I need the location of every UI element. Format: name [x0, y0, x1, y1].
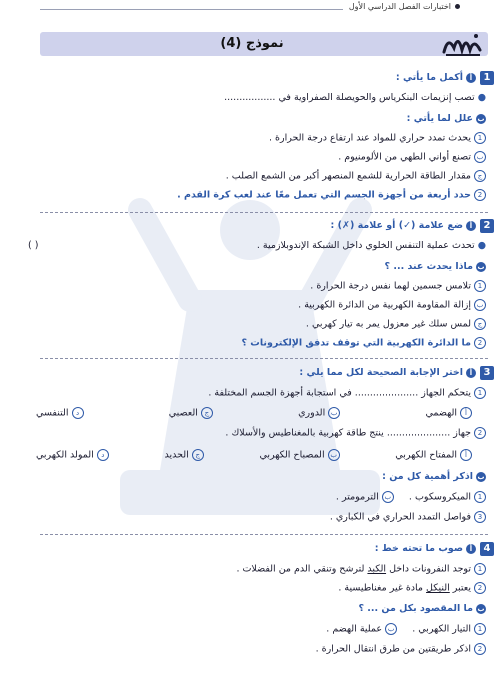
question-3: [16, 365, 494, 530]
question-text: فواصل التمدد الحراري في الكباري .: [329, 511, 471, 523]
part-label: اختر الإجابة الصحيحة لكل مما يلي :: [299, 367, 463, 378]
part-badge: أ: [466, 73, 476, 83]
q1-part-a-label: [16, 72, 476, 84]
option[interactable]: [298, 407, 340, 420]
q2-b-item-3: [16, 318, 486, 331]
item-mark: ب: [382, 491, 394, 503]
item-mark: ب: [385, 623, 397, 635]
option-mark: ب: [328, 407, 340, 419]
part-badge: ب: [477, 262, 485, 271]
section-divider: [40, 358, 488, 359]
q3-item-2-options: [36, 449, 472, 462]
part-badge: ب: [477, 114, 485, 123]
underlined-word: النيكل: [426, 582, 450, 594]
part-badge: أ: [466, 368, 476, 378]
option-text: المولد الكهربي: [36, 449, 94, 461]
question-text: لمس سلك غير معزول يمر به تيار كهربي .: [305, 318, 471, 330]
question-text: تحدث عملية التنفس الخلوي داخل الشبكة الإندوبلازمية .: [256, 240, 475, 251]
q4-b-items: [16, 623, 486, 636]
question-text: تصب إنزيمات البنكرياس والحويصلة الصفراوية في .................: [224, 92, 475, 103]
section-divider: [40, 212, 488, 213]
option[interactable]: [259, 449, 339, 462]
part-label: ضع علامة (✓) أو علامة (✗) :: [330, 220, 463, 231]
item-mark: ج: [474, 170, 486, 182]
q1-b-item-3: [16, 170, 486, 183]
question-number: 1: [480, 71, 494, 85]
item-mark: 1: [474, 132, 486, 144]
question-2: [16, 218, 494, 354]
section-divider: [40, 534, 488, 535]
option[interactable]: [164, 449, 203, 462]
item-mark: ب: [474, 299, 486, 311]
item-mark: ب: [474, 151, 486, 163]
header-title: اختبارات الفصل الدراسي الأول: [348, 2, 451, 11]
part-label: ما المقصود بكل من ... ؟: [358, 603, 473, 614]
option-text: الهضمي: [425, 407, 457, 419]
part-label: ماذا يحدث عند ... ؟: [384, 261, 473, 272]
question-text: توجد النفرونات داخل: [386, 563, 471, 575]
publisher-logo-icon: [440, 28, 486, 60]
question-text: الميكروسكوب .: [408, 491, 471, 503]
option-mark: ج: [201, 407, 213, 419]
q2-part-a-label: [16, 220, 476, 232]
question-text: تلامس جسمين لهما نفس درجة الحرارة .: [310, 280, 471, 292]
item-mark: 1: [474, 280, 486, 292]
option[interactable]: [169, 407, 213, 420]
q3-item-1-options: [36, 407, 472, 420]
item-mark: 1: [474, 387, 486, 399]
part-badge: ب: [477, 472, 485, 481]
q3-item-1: [16, 387, 486, 400]
question-text: جهاز ..................... ينتج طاقة كهربية بالمغناطيس والأسلاك .: [225, 427, 471, 439]
q3-item-2: [16, 427, 486, 440]
option-text: الدوري: [298, 407, 326, 419]
part-label: صوب ما تحته خط :: [374, 543, 463, 554]
item-mark: ج: [474, 318, 486, 330]
question-text: ما الدائرة الكهربية التي توقف تدفق الإلكترونات ؟: [241, 337, 471, 349]
option-text: العصبي: [168, 407, 198, 419]
part-label: علل لما يأتي :: [406, 113, 473, 124]
question-text: يعتبر: [449, 582, 471, 594]
q2-part-a-line: [16, 240, 486, 252]
q2-part-c: [16, 337, 486, 350]
option[interactable]: [36, 449, 109, 462]
part-label: اذكر أهمية كل من :: [382, 471, 473, 482]
part-badge: أ: [466, 544, 476, 554]
exam-title: نموذج (4): [220, 36, 284, 51]
option-text: المصباح الكهربي: [259, 449, 325, 461]
underlined-word: الكبد: [367, 563, 387, 575]
question-text: يحدث تمدد حراري للمواد عند ارتفاع درجة الحرارة .: [269, 132, 471, 144]
option-text: التنفسي: [36, 407, 69, 419]
q4-part-c: [16, 643, 486, 656]
item-mark: 2: [474, 582, 486, 594]
option-mark: د: [72, 407, 84, 419]
bullet-icon: ●: [477, 92, 486, 103]
q4-part-a-label: [16, 543, 476, 555]
q4-a-item-2: [16, 582, 486, 595]
option-text: المفتاح الكهربي: [395, 449, 457, 461]
q4-a-item-1: [16, 563, 486, 576]
question-text: تصنع أواني الطهي من الألومنيوم .: [338, 151, 471, 163]
header-dot-icon: [455, 4, 460, 9]
q1-b-item-2: [16, 151, 486, 164]
q2-part-b-label: [16, 261, 486, 273]
option-mark: أ: [460, 449, 472, 461]
question-1: [16, 70, 494, 210]
q1-part-b-label: [16, 113, 486, 125]
option-text: الحديد: [164, 449, 189, 461]
question-text: مقدار الطاقة الحرارية للشمع المنصهر أكبر من الشمع الصلب .: [225, 170, 471, 182]
question-text: لترشح وتنقي الدم من الفضلات .: [236, 563, 368, 575]
item-mark: 2: [474, 337, 486, 349]
q2-b-item-1: [16, 280, 486, 293]
q3-b-item-1: [16, 491, 486, 504]
question-number: 2: [480, 219, 494, 233]
question-text: يتحكم الجهاز ..................... في استجابة أجهزة الجسم المختلفة .: [208, 387, 471, 399]
item-mark: 1: [474, 623, 486, 635]
header: [343, 2, 464, 11]
question-number: 3: [480, 366, 494, 380]
question-text: حدد أربعة من أجهزة الجسم التي تعمل معًا عند لعب كرة القدم .: [177, 189, 471, 201]
option[interactable]: [395, 449, 472, 462]
q3-part-b-label: [16, 471, 486, 483]
part-label: أكمل ما يأتي :: [395, 72, 463, 83]
option-mark: أ: [460, 407, 472, 419]
item-mark: 2: [474, 643, 486, 655]
option-mark: ج: [192, 449, 204, 461]
question-text: الترمومتر .: [335, 491, 379, 503]
q3-part-c: [16, 511, 486, 524]
answer-parentheses: ( ): [28, 240, 39, 251]
item-mark: 1: [474, 491, 486, 503]
option[interactable]: [425, 407, 472, 420]
q2-b-item-2: [16, 299, 486, 312]
part-badge: ب: [477, 604, 485, 613]
q1-part-a-line: [16, 92, 486, 104]
q4-part-b-label: [16, 603, 486, 615]
bullet-icon: ●: [477, 240, 486, 251]
item-mark: 2: [474, 189, 486, 201]
q1-b-item-1: [16, 132, 486, 145]
q3-part-a-label: [16, 367, 476, 379]
question-text: التيار الكهربي .: [412, 623, 471, 635]
q1-part-c: [16, 189, 486, 202]
question-text: عملية الهضم .: [326, 623, 383, 635]
option[interactable]: [36, 407, 83, 420]
item-mark: 1: [474, 563, 486, 575]
question-text: اذكر طريقتين من طرق انتقال الحرارة .: [315, 643, 471, 655]
option-mark: د: [97, 449, 109, 461]
question-text: إزالة المقاومة الكهربية من الدائرة الكهربية .: [298, 299, 471, 311]
question-text: مادة غير مغناطيسية .: [338, 582, 427, 594]
question-4: [16, 541, 494, 666]
question-number: 4: [480, 542, 494, 556]
item-mark: 3: [474, 511, 486, 523]
option-mark: ب: [328, 449, 340, 461]
item-mark: 2: [474, 427, 486, 439]
part-badge: أ: [466, 221, 476, 231]
